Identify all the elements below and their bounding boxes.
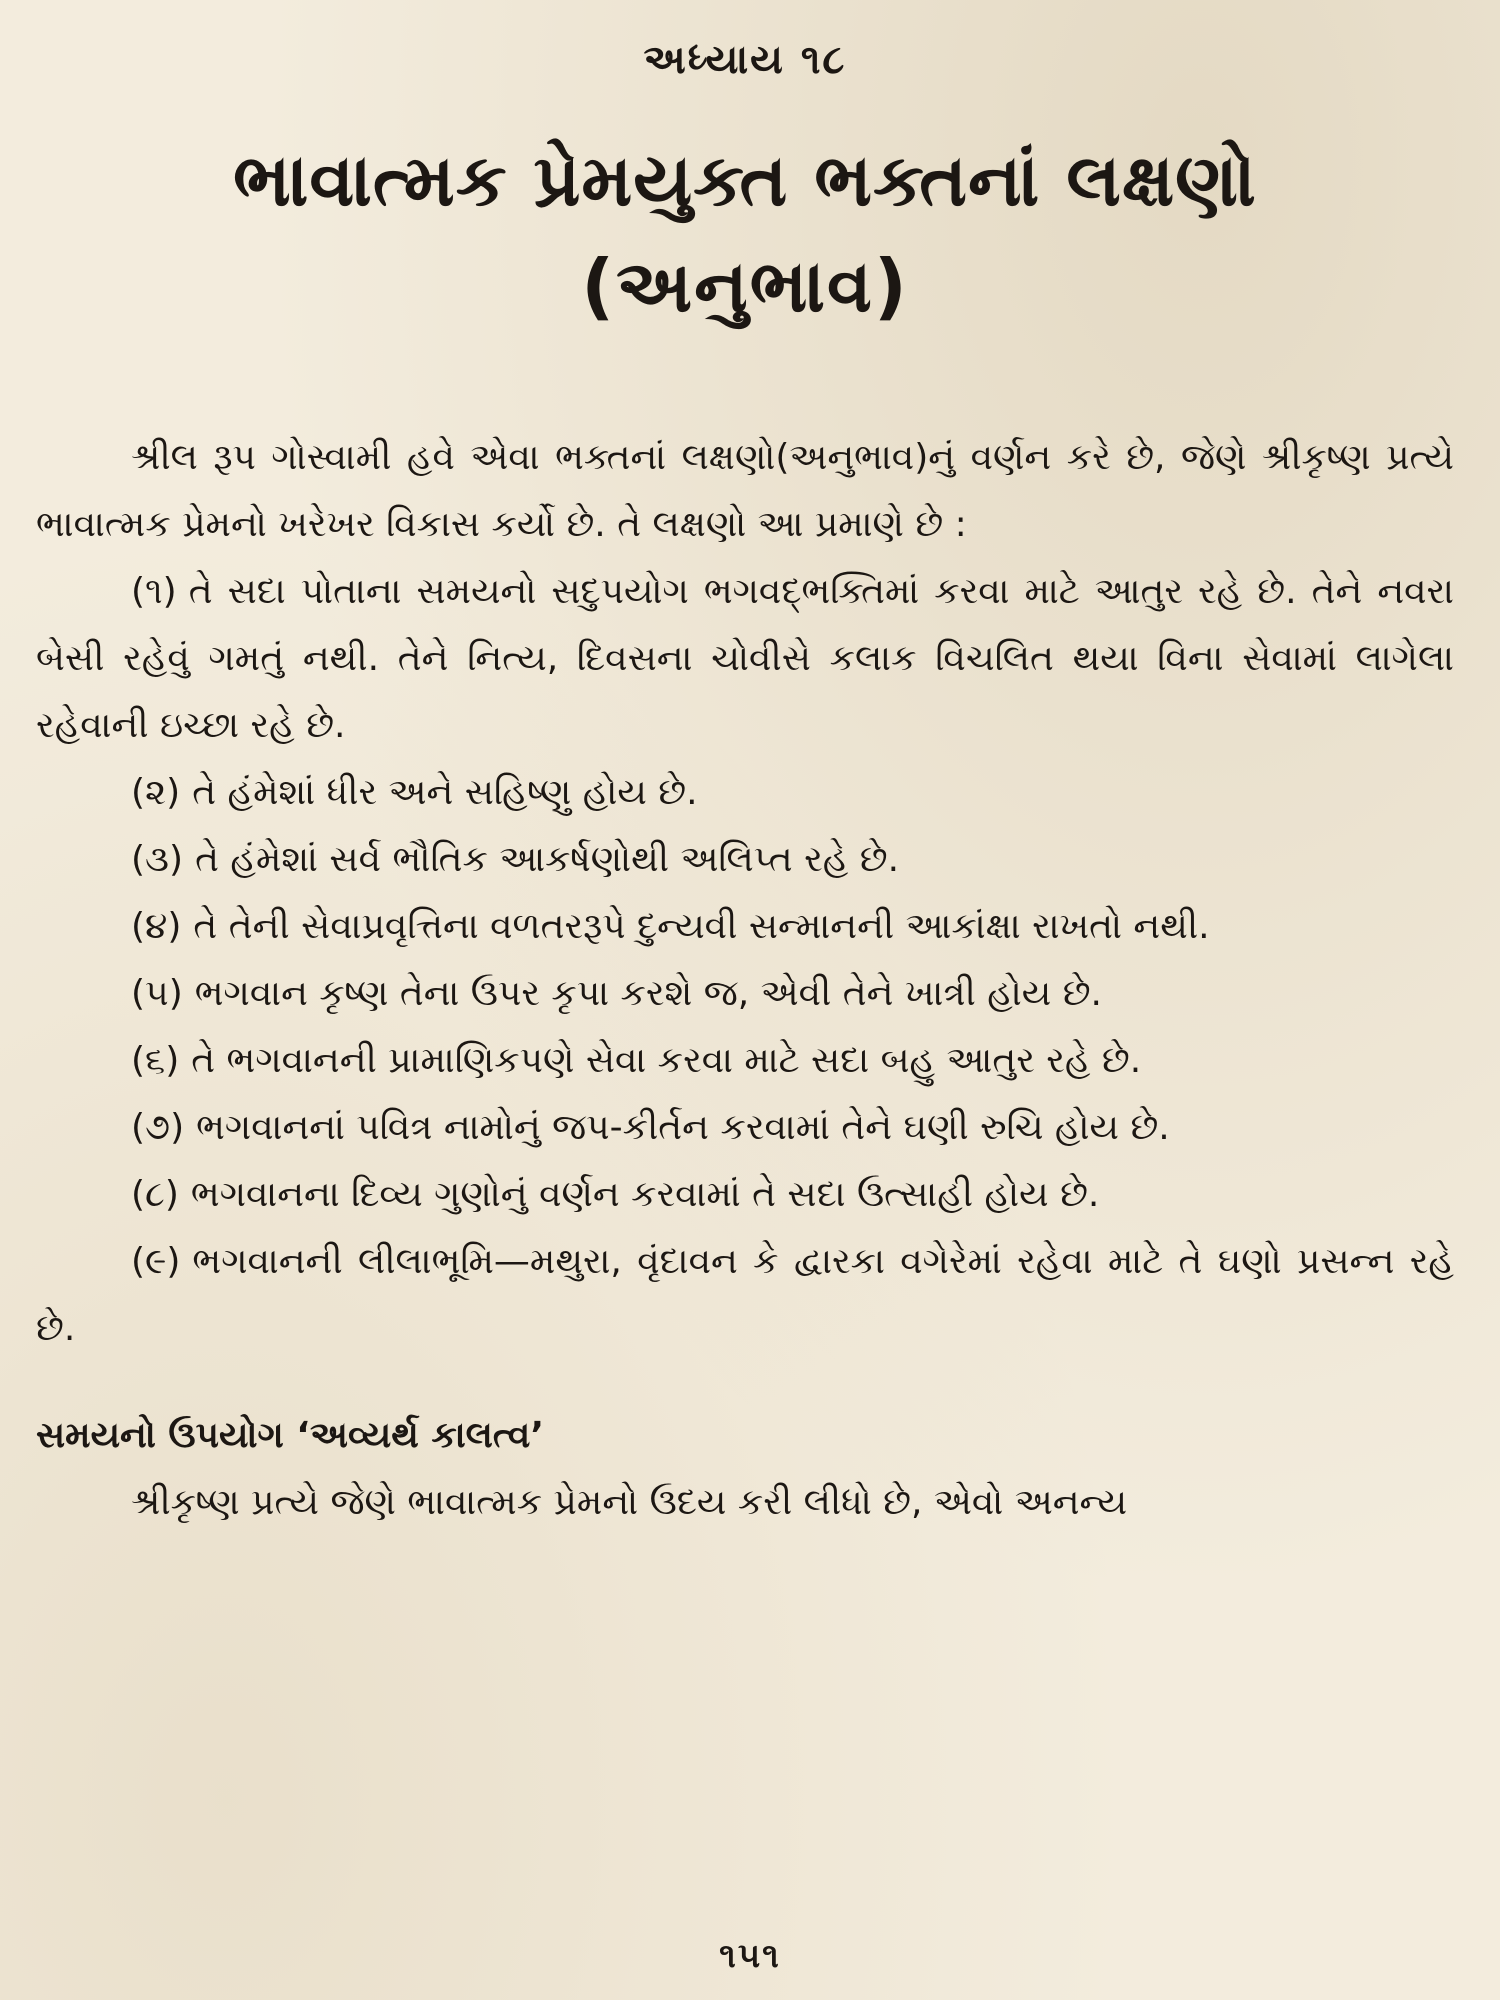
item-number: (૫): [131, 973, 183, 1014]
item-number: (૮): [131, 1174, 179, 1215]
item-text: ભગવાન કૃષ્ણ તેના ઉપર કૃપા કરશે જ, એવી તેને ખાત્રી હોય છે.: [194, 973, 1102, 1014]
list-item: [36, 893, 1454, 960]
item-number: (૭): [131, 1107, 185, 1148]
list-item: [36, 826, 1454, 893]
list-item: [36, 960, 1454, 1027]
item-number: (૯): [131, 1241, 181, 1282]
item-text: તે ભગવાનની પ્રામાણિકપણે સેવા કરવા માટે સદા બહુ આતુર રહે છે.: [191, 1040, 1142, 1081]
list-item: [36, 1161, 1454, 1228]
page-title: ભાવાત્મક પ્રેમયુક્ત ભક્તનાં લક્ષણો: [233, 138, 1257, 222]
item-number: (૪): [131, 906, 182, 947]
item-text: તે તેની સેવાપ્રવૃત્તિના વળતરરૂપે દુન્યવી સન્માનની આકાંક્ષા રાખતો નથી.: [193, 906, 1210, 947]
item-number: (૩): [131, 839, 184, 880]
item-number: (૬): [131, 1040, 180, 1081]
item-text: તે સદા પોતાના સમયનો સદુપયોગ ભગવદ્ભક્તિમાં કરવા માટે આતુર રહે છે. તેને નવરા બેસી રહેવું ગમતું નથી. તેને નિત્ય, દિવસના ચોવીસે કલાક વિચલિત થયા વિના સેવામાં લાગેલા રહેવાની ઇચ્છા રહે છે.: [36, 571, 1454, 746]
item-text: તે હંમેશાં સર્વ ભૌતિક આકર્ષણોથી અલિપ્ત રહે છે.: [195, 839, 900, 880]
closing-paragraph: શ્રીકૃષ્ણ પ્રત્યે જેણે ભાવાત્મક પ્રેમનો ઉદય કરી લીધો છે, એવો અનન્ય: [131, 1482, 1128, 1523]
page-subtitle: (અનુભાવ): [581, 244, 909, 328]
section-heading: સમયનો ઉપયોગ ‘અવ્યર્થ કાલત્વ’: [36, 1415, 545, 1456]
list-item: [36, 1027, 1454, 1094]
item-text: તે હંમેશાં ધીર અને સહિષ્ણુ હોય છે.: [192, 772, 698, 813]
page-number: ૧૫૧: [719, 1936, 781, 1976]
item-text: ભગવાનના દિવ્ય ગુણોનું વર્ણન કરવામાં તે સદા ઉત્સાહી હોય છે.: [190, 1174, 1100, 1215]
intro-paragraph: શ્રીલ રૂપ ગોસ્વામી હવે એવા ભક્તનાં લક્ષણો(અનુભાવ)નું વર્ણન કરે છે, જેણે શ્રીકૃષ્ણ પ્રત્યે ભાવાત્મક પ્રેમનો ખરેખર વિકાસ કર્યો છે. તે લક્ષણો આ પ્રમાણે છે :: [36, 437, 1454, 545]
chapter-label: અધ્યાય ૧૮: [643, 37, 847, 83]
list-item: [36, 759, 1454, 826]
item-text: ભગવાનનાં પવિત્ર નામોનું જપ-કીર્તન કરવામાં તેને ઘણી રુચિ હોય છે.: [196, 1107, 1170, 1148]
body-text: [36, 424, 1454, 1536]
item-text: ભગવાનની લીલાભૂમિ—મથુરા, વૃંદાવન કે દ્વારકા વગેરેમાં રહેવા માટે તે ઘણો પ્રસન્ન રહે છે.: [36, 1241, 1454, 1349]
list-item: [36, 558, 1454, 759]
list-item: [36, 1228, 1454, 1362]
item-number: (૧): [131, 571, 177, 612]
list-item: [36, 1094, 1454, 1161]
item-number: (૨): [131, 772, 181, 813]
